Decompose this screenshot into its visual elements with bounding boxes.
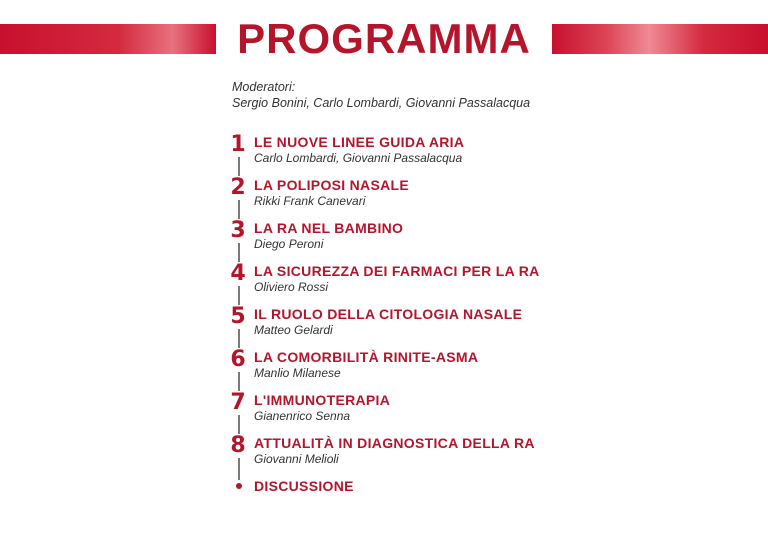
item-number: 3 (222, 219, 254, 243)
item-number: 8 (222, 434, 254, 458)
item-number: 5 (222, 305, 254, 329)
item-title: LA POLIPOSI NASALE (254, 177, 410, 193)
header-band-left (0, 24, 216, 54)
page-title: PROGRAMMA (237, 15, 531, 62)
item-speaker: Carlo Lombardi, Giovanni Passalacqua (254, 151, 463, 165)
program-item (222, 134, 742, 174)
item-speaker: Rikki Frank Canevari (254, 194, 366, 208)
program-item (222, 306, 742, 346)
program-item (222, 435, 742, 475)
item-number: 4 (222, 262, 254, 286)
item-number: 1 (222, 133, 254, 157)
item-title: LA COMORBILITÀ RINITE-ASMA (254, 349, 479, 365)
item-title: LA RA NEL BAMBINO (254, 220, 404, 236)
program-item (222, 263, 742, 303)
item-title: L'IMMUNOTERAPIA (254, 392, 391, 408)
item-speaker: Diego Peroni (254, 237, 324, 251)
item-number: 2 (222, 176, 254, 200)
program-item (222, 392, 742, 432)
program-item (222, 220, 742, 260)
header-band-right (552, 24, 768, 54)
timeline-end-dot (236, 483, 242, 489)
item-speaker: Giovanni Melioli (254, 452, 339, 466)
item-speaker: Oliviero Rossi (254, 280, 329, 294)
program-item (222, 177, 742, 217)
item-title: ATTUALITÀ IN DIAGNOSTICA DELLA RA (254, 435, 535, 451)
moderators-block (232, 79, 530, 111)
item-number: 7 (222, 391, 254, 415)
item-number: 6 (222, 348, 254, 372)
moderators-names: Sergio Bonini, Carlo Lombardi, Giovanni Passalacqua (232, 96, 531, 110)
item-speaker: Gianenrico Senna (254, 409, 351, 423)
program-item (222, 349, 742, 389)
item-title: LA SICUREZZA DEI FARMACI PER LA RA (254, 263, 540, 279)
discussion-title: DISCUSSIONE (254, 478, 354, 494)
moderators-label: Moderatori: (232, 80, 296, 94)
item-speaker: Manlio Milanese (254, 366, 341, 380)
item-title: LE NUOVE LINEE GUIDA ARIA (254, 134, 465, 150)
item-speaker: Matteo Gelardi (254, 323, 333, 337)
item-title: IL RUOLO DELLA CITOLOGIA NASALE (254, 306, 523, 322)
